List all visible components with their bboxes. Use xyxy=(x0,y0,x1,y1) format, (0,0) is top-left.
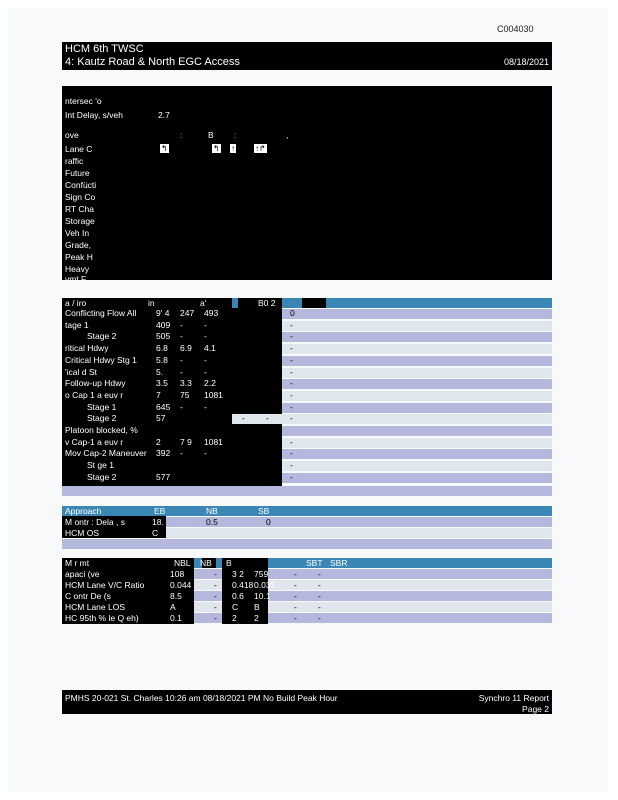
approach-row-value: C xyxy=(152,528,159,538)
lane-section xyxy=(62,558,552,628)
intersection-row-label: ntersec 'o xyxy=(65,96,102,106)
major-row-dash: - xyxy=(266,378,269,389)
major-row-label: Stage 2 xyxy=(87,471,117,482)
lane-header-cell: B xyxy=(226,558,232,568)
major-row-value: - xyxy=(204,354,207,365)
intersection-row-label: vmt F xyxy=(65,274,87,284)
major-row-label: Critical Hdwy Stg 1 xyxy=(65,354,137,365)
lane-row-value: - xyxy=(318,569,321,579)
major-row-value: - xyxy=(180,366,183,377)
major-row-value: - xyxy=(204,319,207,330)
major-row-value: - xyxy=(180,354,183,365)
lane-row-value: 0.1 xyxy=(170,613,182,623)
approach-row-value: 0.5 xyxy=(206,517,218,527)
lane-row-label: apaci (ve xyxy=(65,569,100,579)
major-row-dash: - xyxy=(266,354,269,365)
major-header-cell: a / iro xyxy=(65,298,87,308)
intersection-row-label: Lane C xyxy=(65,144,93,154)
major-row-label: Stage 2 xyxy=(87,331,117,342)
major-row-value: 247 xyxy=(180,308,195,318)
approach-header-cell: Approach xyxy=(65,506,102,516)
major-row-dash: - xyxy=(266,436,269,447)
major-row-value: 5. xyxy=(156,366,164,377)
major-row-label: Stage 1 xyxy=(87,401,117,412)
lane-row-value: - xyxy=(294,569,297,579)
lane-arrow-nbt: ↑ xyxy=(231,144,235,153)
major-row-label: Platoon blocked, % xyxy=(65,425,138,435)
major-row-dash: - xyxy=(266,389,269,400)
major-row-dash: - xyxy=(242,389,245,400)
lane-row-value: 0.418 xyxy=(232,580,254,590)
major-row-label: Mov Cap-2 Maneuver xyxy=(65,448,147,459)
lane-header-cell: NB xyxy=(200,558,212,568)
major-row-dash: - xyxy=(242,471,245,482)
major-header-cell: a' xyxy=(200,298,207,308)
intersection-block xyxy=(62,86,552,284)
major-row-dash: - xyxy=(266,343,269,354)
major-row-dash: - xyxy=(290,354,293,365)
major-row-value: 3.3 xyxy=(180,378,192,389)
lane-row-value: B xyxy=(254,602,260,612)
major-row-dash: - xyxy=(290,366,293,377)
major-row-dash: - xyxy=(266,319,269,330)
footer-report: Synchro 11 Report xyxy=(478,693,549,703)
lane-row-value: - xyxy=(294,591,297,601)
major-row-dash: - xyxy=(266,401,269,412)
major-row-label: ritical Hdwy xyxy=(65,343,109,354)
major-row-dash: - xyxy=(290,401,293,412)
major-row-value: 57 xyxy=(156,413,166,424)
approach-header-bar xyxy=(62,506,552,516)
intersection-row-value: 2.7 xyxy=(158,110,170,120)
major-row-value: 1081 xyxy=(204,436,223,447)
lane-row-value: - xyxy=(214,602,217,612)
lane-row-value: - xyxy=(214,569,217,579)
major-row-dash: - xyxy=(242,354,245,365)
document-id: C004030 xyxy=(497,24,534,34)
move-mark: ː xyxy=(180,130,183,140)
major-row-dash: - xyxy=(290,319,293,330)
lane-row-value: 759 xyxy=(254,569,269,579)
lane-row-value: - xyxy=(214,613,217,623)
major-row-value: - xyxy=(180,331,183,342)
approach-row-value: 18. xyxy=(152,517,164,527)
major-row-value: 2.2 xyxy=(204,378,216,389)
major-row-dash: - xyxy=(290,436,293,447)
major-row-dash: - xyxy=(242,331,245,342)
major-row-label: v Cap-1 a euv r xyxy=(65,436,124,447)
lane-row-value: 2 xyxy=(254,613,259,623)
lane-row-value: 3 2 xyxy=(232,569,244,579)
major-row-value: - xyxy=(204,401,207,412)
major-row-value: 6.8 xyxy=(156,343,168,354)
major-row-label: Stage 2 xyxy=(87,413,117,424)
major-row-value: 3.5 xyxy=(156,378,168,389)
approach-section xyxy=(62,506,552,546)
major-row-dash: 0 xyxy=(290,308,295,318)
major-row-label: Conflicting Flow All xyxy=(65,308,137,318)
major-row-value: 9' 4 xyxy=(156,308,170,318)
lane-arrow-eb: ↰ xyxy=(161,144,168,153)
major-row-dash: - xyxy=(290,378,293,389)
lane-row-value: 10.1 xyxy=(254,591,271,601)
intersection-row-label: RT Cha xyxy=(65,204,94,214)
major-row-value: 75 xyxy=(180,389,190,400)
lane-row-value: - xyxy=(318,602,321,612)
major-row-dash: - xyxy=(266,448,269,459)
lane-row-value: - xyxy=(214,591,217,601)
major-row-value: - xyxy=(204,448,207,459)
major-row-value: 7 9 xyxy=(180,436,192,447)
lane-header-cell: SBT xyxy=(306,558,323,568)
major-row-dash: - xyxy=(290,413,293,424)
lane-row-label: HCM Lane V/C Ratio xyxy=(65,580,145,590)
approach-header-cell: EB xyxy=(154,506,166,516)
row-band xyxy=(62,539,552,549)
lane-row-value: - xyxy=(294,613,297,623)
major-row-dash: - xyxy=(290,448,293,459)
intersection-row-label: Sign Co xyxy=(65,192,96,202)
intersection-row-label: Peak H xyxy=(65,252,93,262)
intersection-row-label: ove xyxy=(65,130,79,140)
major-row-dash: - xyxy=(290,460,293,471)
footer-project: PMHS 20-021 St. Charles 10:26 am 08/18/2021 PM No Build Peak Hour xyxy=(65,693,338,703)
major-row-label: 'ical d St xyxy=(65,366,97,377)
approach-header-cell: NB xyxy=(206,506,218,516)
major-row-dash: - xyxy=(242,378,245,389)
report-header xyxy=(62,42,552,70)
major-row-dash: - xyxy=(242,401,245,412)
lane-row-label: HCM Lane LOS xyxy=(65,602,125,612)
major-row-dash: - xyxy=(242,413,245,424)
move-mark: , xyxy=(286,130,289,140)
major-row-label: o Cap 1 a euv r xyxy=(65,389,124,400)
lane-row-value: - xyxy=(318,591,321,601)
intersection-row-label: Future xyxy=(65,168,90,178)
approach-row-label: HCM OS xyxy=(65,528,99,538)
report-footer xyxy=(62,690,552,714)
major-row-value: - xyxy=(180,319,183,330)
major-header-cell: B0 2 xyxy=(258,298,276,308)
major-row-value: - xyxy=(180,448,183,459)
lane-row-value: C xyxy=(232,602,239,612)
major-row-value: 6.9 xyxy=(180,343,192,354)
major-row-value: - xyxy=(180,401,183,412)
lane-row-value: - xyxy=(318,580,321,590)
lane-arrow-nbl: ↰ xyxy=(213,144,220,153)
lane-row-value: 108 xyxy=(170,569,185,579)
major-row-value: 2 xyxy=(156,436,161,447)
major-row-dash: - xyxy=(242,343,245,354)
major-header-block xyxy=(302,298,326,308)
intersection-row-label: Int Delay, s/veh xyxy=(65,110,123,120)
lane-row-value: A xyxy=(170,602,176,612)
major-minor-section xyxy=(62,298,552,498)
intersection-name: 4: Kautz Road & North EGC Access xyxy=(65,56,240,68)
major-row-value: 392 xyxy=(156,448,171,459)
major-row-dash: - xyxy=(266,460,269,471)
major-row-dash: - xyxy=(242,319,245,330)
lane-row-label: C ontr De (s xyxy=(65,591,111,601)
lane-row-value: - xyxy=(318,613,321,623)
intersection-row-label: Heavy xyxy=(65,264,90,274)
intersection-row-label: raffic xyxy=(65,156,84,166)
major-row-dash: 0 xyxy=(242,308,247,318)
lane-row-value: 8.5 xyxy=(170,591,182,601)
footer-page: Page 2 xyxy=(522,704,549,714)
major-row-dash: - xyxy=(242,460,245,471)
major-row-dash: - xyxy=(290,471,293,482)
major-row-dash: - xyxy=(242,448,245,459)
major-row-dash: - xyxy=(266,413,269,424)
major-row-value: 7 xyxy=(156,389,161,400)
major-header-cell: in xyxy=(148,298,155,308)
major-row-label: Follow-up Hdwy xyxy=(65,378,126,389)
approach-row-value: 0 xyxy=(266,517,271,527)
report-date: 08/18/2021 xyxy=(503,57,549,67)
lane-row-label: HC 95th % le Q eh) xyxy=(65,613,139,623)
intersection-row-label: Confücti xyxy=(65,180,97,190)
lane-header-cell: SBR xyxy=(330,558,348,568)
report-title: HCM 6th TWSC xyxy=(65,43,144,55)
approach-row-label: M ontr : Dela , s xyxy=(65,517,125,527)
major-row-value: 493 xyxy=(204,308,219,318)
major-row-label: tage 1 xyxy=(65,319,89,330)
lane-row-value: - xyxy=(214,580,217,590)
lane-header-cell: NBL xyxy=(174,558,191,568)
major-value-block xyxy=(232,424,282,486)
major-row-value: 577 xyxy=(156,471,171,482)
major-row-value: 4.1 xyxy=(204,343,216,354)
major-row-dash: - xyxy=(266,366,269,377)
major-row-dash: - xyxy=(290,389,293,400)
lane-row-value: 0.044 xyxy=(170,580,192,590)
major-row-dash: - xyxy=(266,471,269,482)
lane-row-value: 2 xyxy=(232,613,237,623)
lane-row-value: 0.6 xyxy=(232,591,244,601)
major-row-value: 1081 xyxy=(204,389,223,400)
row-band xyxy=(62,486,552,496)
move-mark: ː xyxy=(234,130,237,140)
lane-row-value: - xyxy=(294,580,297,590)
major-row-dash: - xyxy=(266,308,269,318)
major-row-dash: - xyxy=(242,366,245,377)
major-row-dash: - xyxy=(290,331,293,342)
lane-header-cell: M r mt xyxy=(65,558,90,568)
major-row-label: St ge 1 xyxy=(87,460,114,471)
major-row-value: 645 xyxy=(156,401,171,412)
intersection-row-label: Veh In xyxy=(65,228,90,238)
major-row-dash: - xyxy=(266,331,269,342)
major-row-value: 5.8 xyxy=(156,354,168,365)
major-row-value: 409 xyxy=(156,319,171,330)
intersection-row-label: Grade, xyxy=(65,240,91,250)
move-mark: B xyxy=(208,130,214,140)
major-row-value: 505 xyxy=(156,331,171,342)
major-row-value: - xyxy=(204,366,207,377)
major-row-dash: - xyxy=(242,436,245,447)
lane-arrow-sb: ↑↱ xyxy=(255,144,266,153)
approach-header-cell: SB xyxy=(258,506,270,516)
major-row-dash: - xyxy=(290,343,293,354)
major-row-value: - xyxy=(204,331,207,342)
lane-row-value: 0.032 xyxy=(254,580,276,590)
lane-row-value: - xyxy=(294,602,297,612)
intersection-row-label: Storage xyxy=(65,216,95,226)
